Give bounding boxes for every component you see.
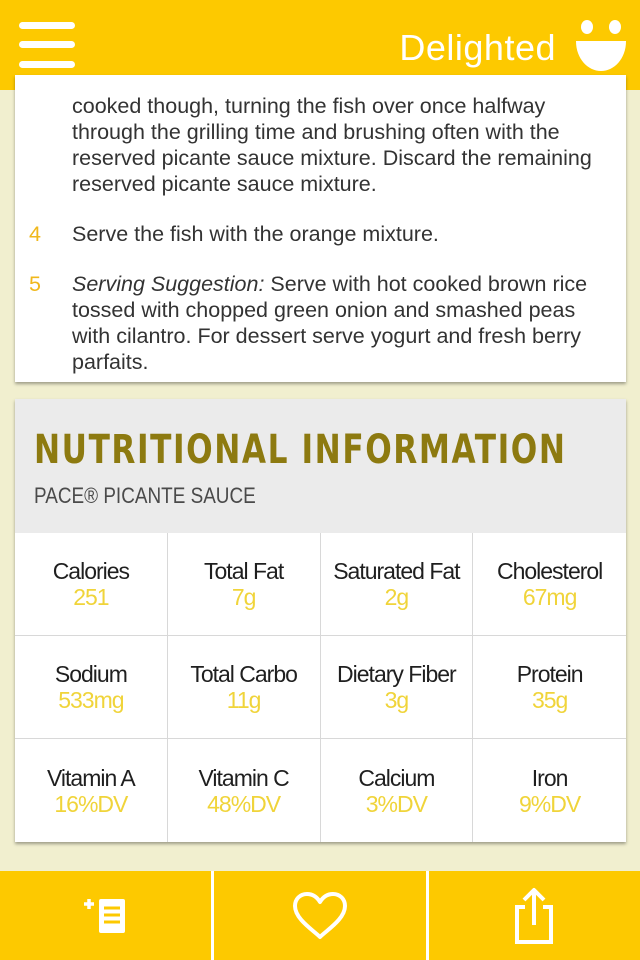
- fact-value: 251: [73, 584, 109, 610]
- fact-value: 7g: [231, 584, 256, 610]
- nutrition-fact-sodium: [15, 636, 168, 739]
- favorite-button[interactable]: [211, 871, 425, 960]
- nutrition-card: [15, 399, 626, 842]
- nutrition-facts-grid: [15, 533, 626, 842]
- fact-label: Vitamin C: [198, 764, 289, 791]
- fact-value: 35g: [531, 687, 568, 713]
- nutrition-subtitle: PACE® PICANTE SAUCE: [34, 483, 256, 508]
- fact-value: 533mg: [58, 687, 124, 713]
- fact-value: 67mg: [522, 584, 577, 610]
- fact-label: Protein: [516, 661, 583, 687]
- fact-label: Saturated Fat: [333, 558, 460, 584]
- app-title: Delighted: [399, 27, 556, 68]
- nutrition-fact-vitamin-c: [168, 739, 321, 842]
- step-number: 4: [29, 222, 41, 246]
- fact-value: 3%DV: [365, 790, 427, 817]
- smiley-face-icon: [574, 17, 628, 73]
- share-icon: [512, 887, 556, 945]
- fact-value: 2g: [384, 584, 409, 610]
- recipe-steps-card: [15, 75, 626, 382]
- step-number: 5: [29, 272, 41, 296]
- nutrition-fact-dietary-fiber: [321, 636, 474, 739]
- nutrition-fact-iron: [473, 739, 626, 842]
- step-3-continued-text: cooked though, turning the fish over once halfway through the grilling time and brushing often with the reserved picante sauce mixture. Discard the remaining reserved picante sauce mixture.: [72, 94, 592, 196]
- add-to-list-button[interactable]: [0, 871, 211, 960]
- share-button[interactable]: [426, 871, 640, 960]
- nutrition-fact-total-fat: [168, 533, 321, 636]
- fact-value: 9%DV: [519, 790, 581, 817]
- fact-label: Iron: [531, 764, 568, 791]
- fact-value: 11g: [226, 687, 261, 713]
- add-to-list-icon: [82, 896, 130, 936]
- step-5-text: Serving Suggestion: Serve with hot cooked brown rice tossed with chopped green onion and smashed peas with cilantro. For dessert serve yogurt and fresh berry parfaits.: [72, 272, 588, 374]
- nutrition-fact-vitamin-a: [15, 739, 168, 842]
- nutrition-fact-cholesterol: [473, 533, 626, 636]
- fact-label: Sodium: [54, 661, 127, 687]
- serving-suggestion-label: Serving Suggestion:: [72, 272, 265, 296]
- nutrition-fact-total-carbo: [168, 636, 321, 739]
- fact-label: Total Carbo: [190, 661, 297, 687]
- step-4-text: Serve the fish with the orange mixture.: [72, 222, 439, 246]
- fact-label: Vitamin A: [47, 764, 135, 791]
- fact-value: 3g: [384, 687, 409, 713]
- hamburger-menu-icon[interactable]: [19, 22, 75, 68]
- fact-label: Calories: [52, 558, 130, 584]
- fact-value: 48%DV: [207, 790, 281, 817]
- fact-label: Cholesterol: [496, 558, 603, 584]
- nutrition-fact-protein: [473, 636, 626, 739]
- heart-icon: [291, 891, 349, 941]
- fact-value: 16%DV: [54, 790, 128, 817]
- nutrition-title: NUTRITIONAL INFORMATION: [34, 427, 567, 473]
- fact-label: Calcium: [358, 764, 435, 791]
- fact-label: Total Fat: [204, 558, 284, 584]
- bottom-toolbar: [0, 871, 640, 960]
- nutrition-header: [15, 399, 626, 533]
- nutrition-fact-calcium: [321, 739, 474, 842]
- fact-label: Dietary Fiber: [337, 661, 456, 687]
- nutrition-fact-calories: [15, 533, 168, 636]
- nutrition-fact-saturated-fat: [321, 533, 474, 636]
